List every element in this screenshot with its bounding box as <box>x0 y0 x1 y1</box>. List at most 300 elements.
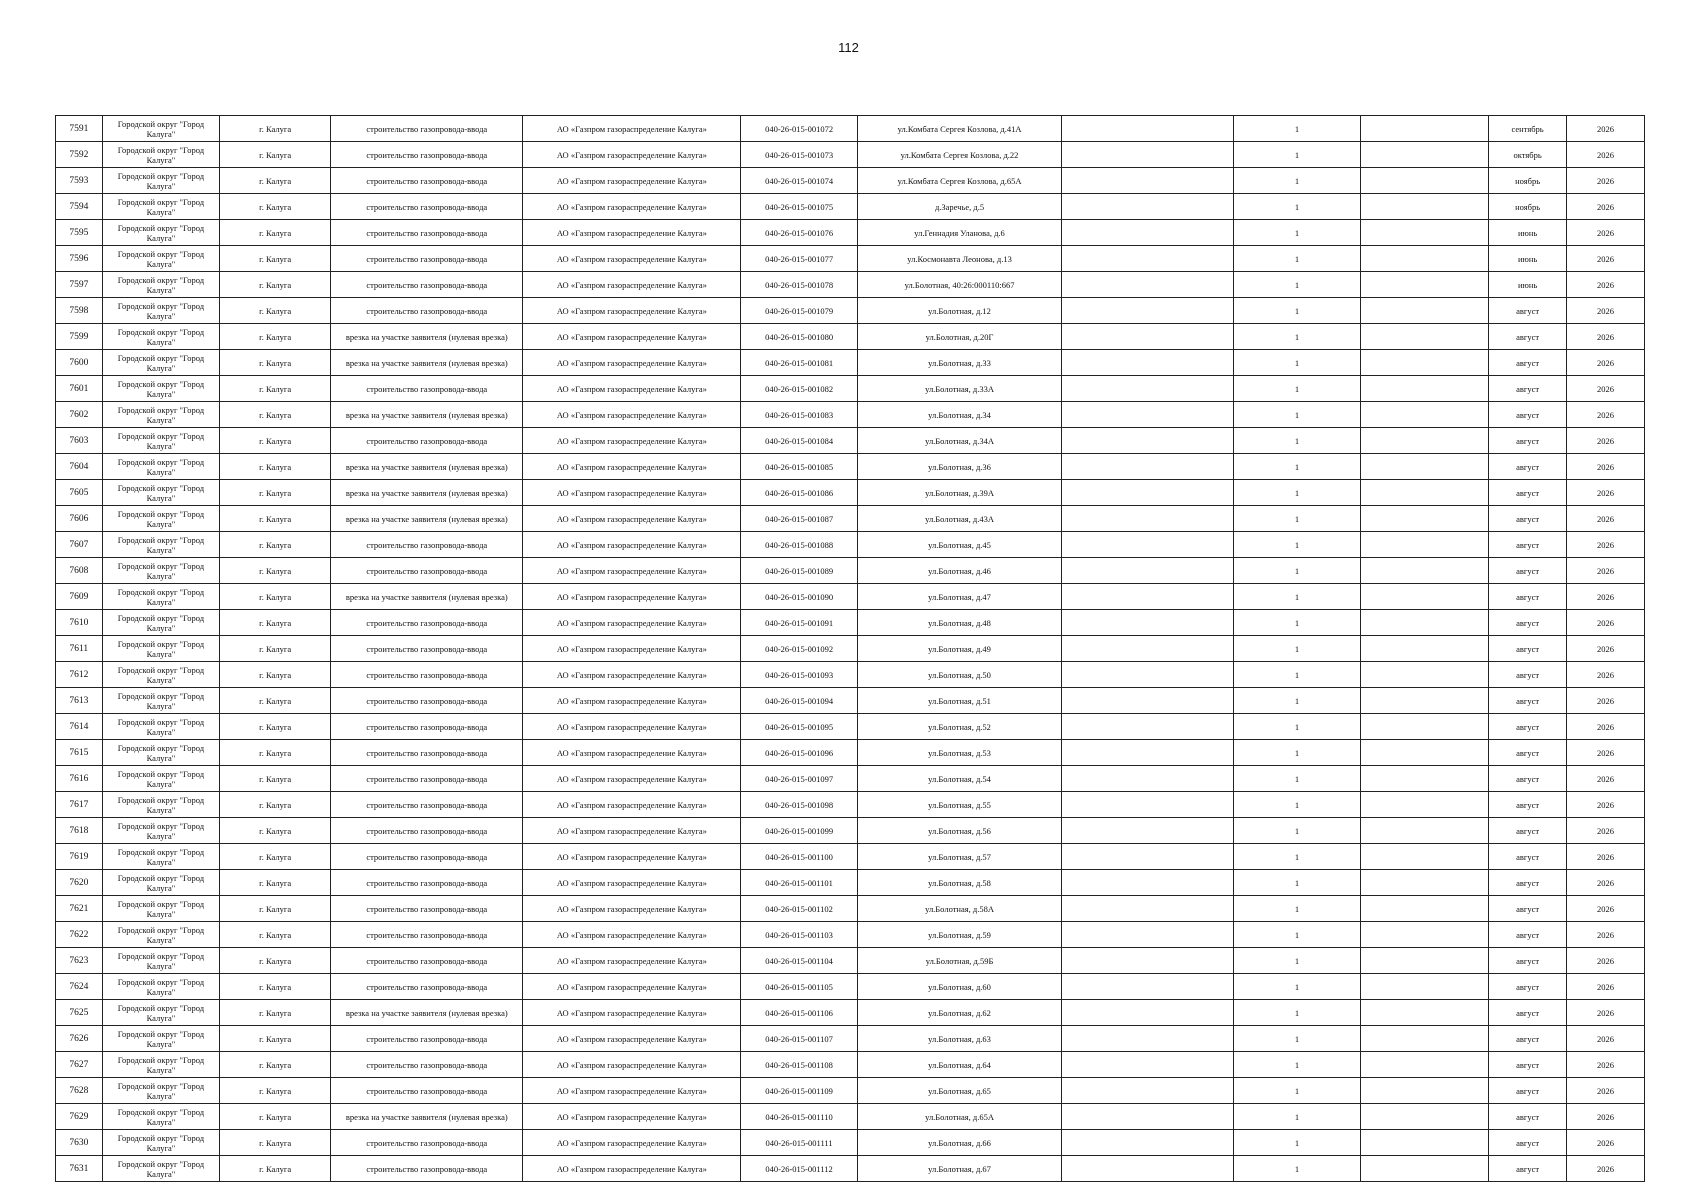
quantity-cell: 1 <box>1233 844 1361 870</box>
row-number-cell: 7605 <box>56 480 103 506</box>
year-cell: 2026 <box>1567 324 1645 350</box>
month-cell: август <box>1489 974 1567 1000</box>
year-cell: 2026 <box>1567 714 1645 740</box>
table-row <box>56 376 1645 402</box>
year-cell: 2026 <box>1567 402 1645 428</box>
code-cell: 040-26-015-001086 <box>741 480 857 506</box>
municipality-cell: Городской округ "Город Калуга" <box>102 1026 219 1052</box>
year-cell: 2026 <box>1567 792 1645 818</box>
quantity-cell: 1 <box>1233 610 1361 636</box>
city-cell: г. Калуга <box>220 324 331 350</box>
work-type-cell: врезка на участке заявителя (нулевая врезка) <box>331 324 523 350</box>
row-number-cell: 7620 <box>56 870 103 896</box>
city-cell: г. Калуга <box>220 558 331 584</box>
year-cell: 2026 <box>1567 532 1645 558</box>
month-cell: август <box>1489 506 1567 532</box>
month-cell: июнь <box>1489 220 1567 246</box>
table-row <box>56 1156 1645 1182</box>
year-cell: 2026 <box>1567 896 1645 922</box>
empty-cell <box>1361 168 1489 194</box>
organization-cell: АО «Газпром газораспределение Калуга» <box>523 844 741 870</box>
work-type-cell: строительство газопровода-ввода <box>331 272 523 298</box>
empty-cell <box>1062 428 1233 454</box>
municipality-cell: Городской округ "Город Калуга" <box>102 818 219 844</box>
quantity-cell: 1 <box>1233 376 1361 402</box>
empty-cell <box>1361 948 1489 974</box>
address-cell: ул.Болотная, д.54 <box>857 766 1062 792</box>
empty-cell <box>1361 1026 1489 1052</box>
row-number-cell: 7604 <box>56 454 103 480</box>
work-type-cell: строительство газопровода-ввода <box>331 142 523 168</box>
empty-cell <box>1361 844 1489 870</box>
month-cell: август <box>1489 1104 1567 1130</box>
row-number-cell: 7606 <box>56 506 103 532</box>
year-cell: 2026 <box>1567 350 1645 376</box>
city-cell: г. Калуга <box>220 948 331 974</box>
city-cell: г. Калуга <box>220 662 331 688</box>
work-type-cell: строительство газопровода-ввода <box>331 974 523 1000</box>
month-cell: август <box>1489 584 1567 610</box>
work-type-cell: строительство газопровода-ввода <box>331 844 523 870</box>
empty-cell <box>1062 480 1233 506</box>
empty-cell <box>1361 1078 1489 1104</box>
municipality-cell: Городской округ "Город Калуга" <box>102 1130 219 1156</box>
address-cell: ул.Геннадия Уланова, д.6 <box>857 220 1062 246</box>
month-cell: август <box>1489 298 1567 324</box>
row-number-cell: 7613 <box>56 688 103 714</box>
quantity-cell: 1 <box>1233 1026 1361 1052</box>
empty-cell <box>1361 974 1489 1000</box>
code-cell: 040-26-015-001112 <box>741 1156 857 1182</box>
quantity-cell: 1 <box>1233 1156 1361 1182</box>
city-cell: г. Калуга <box>220 116 331 142</box>
municipality-cell: Городской округ "Город Калуга" <box>102 350 219 376</box>
year-cell: 2026 <box>1567 740 1645 766</box>
table-row <box>56 1026 1645 1052</box>
code-cell: 040-26-015-001094 <box>741 688 857 714</box>
quantity-cell: 1 <box>1233 1052 1361 1078</box>
code-cell: 040-26-015-001075 <box>741 194 857 220</box>
empty-cell <box>1361 116 1489 142</box>
row-number-cell: 7622 <box>56 922 103 948</box>
quantity-cell: 1 <box>1233 1000 1361 1026</box>
quantity-cell: 1 <box>1233 1130 1361 1156</box>
empty-cell <box>1361 1000 1489 1026</box>
quantity-cell: 1 <box>1233 740 1361 766</box>
organization-cell: АО «Газпром газораспределение Калуга» <box>523 1156 741 1182</box>
table-row <box>56 870 1645 896</box>
address-cell: ул.Болотная, 40:26:000110:667 <box>857 272 1062 298</box>
organization-cell: АО «Газпром газораспределение Калуга» <box>523 766 741 792</box>
year-cell: 2026 <box>1567 636 1645 662</box>
empty-cell <box>1062 974 1233 1000</box>
row-number-cell: 7626 <box>56 1026 103 1052</box>
municipality-cell: Городской округ "Город Калуга" <box>102 558 219 584</box>
year-cell: 2026 <box>1567 948 1645 974</box>
empty-cell <box>1062 194 1233 220</box>
address-cell: ул.Болотная, д.65 <box>857 1078 1062 1104</box>
city-cell: г. Калуга <box>220 688 331 714</box>
quantity-cell: 1 <box>1233 896 1361 922</box>
work-type-cell: строительство газопровода-ввода <box>331 220 523 246</box>
empty-cell <box>1361 480 1489 506</box>
table-row <box>56 532 1645 558</box>
table-row <box>56 1078 1645 1104</box>
year-cell: 2026 <box>1567 1130 1645 1156</box>
city-cell: г. Калуга <box>220 1026 331 1052</box>
empty-cell <box>1062 1130 1233 1156</box>
quantity-cell: 1 <box>1233 506 1361 532</box>
work-type-cell: строительство газопровода-ввода <box>331 714 523 740</box>
address-cell: ул.Болотная, д.64 <box>857 1052 1062 1078</box>
address-cell: ул.Болотная, д.36 <box>857 454 1062 480</box>
work-type-cell: строительство газопровода-ввода <box>331 870 523 896</box>
municipality-cell: Городской округ "Город Калуга" <box>102 298 219 324</box>
row-number-cell: 7600 <box>56 350 103 376</box>
table-row <box>56 818 1645 844</box>
month-cell: август <box>1489 610 1567 636</box>
work-type-cell: строительство газопровода-ввода <box>331 662 523 688</box>
work-type-cell: врезка на участке заявителя (нулевая врезка) <box>331 480 523 506</box>
table-row <box>56 662 1645 688</box>
work-type-cell: врезка на участке заявителя (нулевая врезка) <box>331 350 523 376</box>
row-number-cell: 7602 <box>56 402 103 428</box>
organization-cell: АО «Газпром газораспределение Калуга» <box>523 1130 741 1156</box>
empty-cell <box>1062 506 1233 532</box>
row-number-cell: 7624 <box>56 974 103 1000</box>
row-number-cell: 7592 <box>56 142 103 168</box>
row-number-cell: 7615 <box>56 740 103 766</box>
code-cell: 040-26-015-001102 <box>741 896 857 922</box>
work-type-cell: строительство газопровода-ввода <box>331 766 523 792</box>
city-cell: г. Калуга <box>220 168 331 194</box>
year-cell: 2026 <box>1567 1026 1645 1052</box>
row-number-cell: 7598 <box>56 298 103 324</box>
row-number-cell: 7618 <box>56 818 103 844</box>
year-cell: 2026 <box>1567 376 1645 402</box>
work-type-cell: строительство газопровода-ввода <box>331 922 523 948</box>
table-row <box>56 584 1645 610</box>
month-cell: август <box>1489 740 1567 766</box>
empty-cell <box>1361 662 1489 688</box>
code-cell: 040-26-015-001097 <box>741 766 857 792</box>
empty-cell <box>1062 792 1233 818</box>
code-cell: 040-26-015-001106 <box>741 1000 857 1026</box>
quantity-cell: 1 <box>1233 1078 1361 1104</box>
row-number-cell: 7617 <box>56 792 103 818</box>
row-number-cell: 7630 <box>56 1130 103 1156</box>
organization-cell: АО «Газпром газораспределение Калуга» <box>523 558 741 584</box>
month-cell: октябрь <box>1489 142 1567 168</box>
address-cell: ул.Болотная, д.59 <box>857 922 1062 948</box>
empty-cell <box>1361 766 1489 792</box>
year-cell: 2026 <box>1567 558 1645 584</box>
month-cell: август <box>1489 454 1567 480</box>
code-cell: 040-26-015-001082 <box>741 376 857 402</box>
quantity-cell: 1 <box>1233 246 1361 272</box>
city-cell: г. Калуга <box>220 896 331 922</box>
row-number-cell: 7625 <box>56 1000 103 1026</box>
work-type-cell: строительство газопровода-ввода <box>331 428 523 454</box>
quantity-cell: 1 <box>1233 636 1361 662</box>
quantity-cell: 1 <box>1233 220 1361 246</box>
empty-cell <box>1361 272 1489 298</box>
month-cell: август <box>1489 870 1567 896</box>
month-cell: ноябрь <box>1489 168 1567 194</box>
year-cell: 2026 <box>1567 506 1645 532</box>
empty-cell <box>1361 688 1489 714</box>
row-number-cell: 7595 <box>56 220 103 246</box>
table-row <box>56 480 1645 506</box>
data-table <box>55 115 1645 1182</box>
empty-cell <box>1062 688 1233 714</box>
empty-cell <box>1062 1078 1233 1104</box>
address-cell: ул.Болотная, д.49 <box>857 636 1062 662</box>
organization-cell: АО «Газпром газораспределение Калуга» <box>523 532 741 558</box>
city-cell: г. Калуга <box>220 194 331 220</box>
quantity-cell: 1 <box>1233 402 1361 428</box>
empty-cell <box>1062 298 1233 324</box>
year-cell: 2026 <box>1567 194 1645 220</box>
table-row <box>56 948 1645 974</box>
organization-cell: АО «Газпром газораспределение Калуга» <box>523 168 741 194</box>
row-number-cell: 7597 <box>56 272 103 298</box>
work-type-cell: строительство газопровода-ввода <box>331 168 523 194</box>
empty-cell <box>1062 1052 1233 1078</box>
municipality-cell: Городской округ "Город Калуга" <box>102 480 219 506</box>
organization-cell: АО «Газпром газораспределение Калуга» <box>523 792 741 818</box>
organization-cell: АО «Газпром газораспределение Калуга» <box>523 974 741 1000</box>
empty-cell <box>1361 1052 1489 1078</box>
row-number-cell: 7610 <box>56 610 103 636</box>
quantity-cell: 1 <box>1233 688 1361 714</box>
quantity-cell: 1 <box>1233 272 1361 298</box>
code-cell: 040-26-015-001095 <box>741 714 857 740</box>
month-cell: август <box>1489 350 1567 376</box>
month-cell: июнь <box>1489 246 1567 272</box>
month-cell: август <box>1489 1156 1567 1182</box>
year-cell: 2026 <box>1567 1104 1645 1130</box>
address-cell: ул.Космонавта Леонова, д.13 <box>857 246 1062 272</box>
address-cell: ул.Болотная, д.12 <box>857 298 1062 324</box>
code-cell: 040-26-015-001079 <box>741 298 857 324</box>
table-row <box>56 1000 1645 1026</box>
month-cell: август <box>1489 688 1567 714</box>
work-type-cell: строительство газопровода-ввода <box>331 636 523 662</box>
code-cell: 040-26-015-001098 <box>741 792 857 818</box>
address-cell: ул.Болотная, д.65А <box>857 1104 1062 1130</box>
empty-cell <box>1361 246 1489 272</box>
table-row <box>56 1130 1645 1156</box>
row-number-cell: 7627 <box>56 1052 103 1078</box>
city-cell: г. Калуга <box>220 1104 331 1130</box>
year-cell: 2026 <box>1567 610 1645 636</box>
address-cell: ул.Болотная, д.34 <box>857 402 1062 428</box>
table-row <box>56 454 1645 480</box>
code-cell: 040-26-015-001074 <box>741 168 857 194</box>
year-cell: 2026 <box>1567 298 1645 324</box>
organization-cell: АО «Газпром газораспределение Калуга» <box>523 1078 741 1104</box>
organization-cell: АО «Газпром газораспределение Калуга» <box>523 428 741 454</box>
municipality-cell: Городской округ "Город Калуга" <box>102 974 219 1000</box>
city-cell: г. Калуга <box>220 506 331 532</box>
municipality-cell: Городской округ "Город Калуга" <box>102 584 219 610</box>
empty-cell <box>1062 662 1233 688</box>
month-cell: август <box>1489 714 1567 740</box>
table-row <box>56 116 1645 142</box>
address-cell: ул.Болотная, д.48 <box>857 610 1062 636</box>
city-cell: г. Калуга <box>220 532 331 558</box>
year-cell: 2026 <box>1567 246 1645 272</box>
empty-cell <box>1361 714 1489 740</box>
code-cell: 040-26-015-001085 <box>741 454 857 480</box>
organization-cell: АО «Газпром газораспределение Калуга» <box>523 896 741 922</box>
empty-cell <box>1062 766 1233 792</box>
address-cell: ул.Болотная, д.58А <box>857 896 1062 922</box>
organization-cell: АО «Газпром газораспределение Калуга» <box>523 480 741 506</box>
year-cell: 2026 <box>1567 116 1645 142</box>
city-cell: г. Калуга <box>220 350 331 376</box>
municipality-cell: Городской округ "Город Калуга" <box>102 1156 219 1182</box>
work-type-cell: строительство газопровода-ввода <box>331 896 523 922</box>
code-cell: 040-26-015-001091 <box>741 610 857 636</box>
month-cell: август <box>1489 1078 1567 1104</box>
city-cell: г. Калуга <box>220 610 331 636</box>
address-cell: ул.Болотная, д.47 <box>857 584 1062 610</box>
table-row <box>56 558 1645 584</box>
quantity-cell: 1 <box>1233 324 1361 350</box>
month-cell: август <box>1489 558 1567 584</box>
table-row <box>56 1052 1645 1078</box>
work-type-cell: строительство газопровода-ввода <box>331 740 523 766</box>
code-cell: 040-26-015-001101 <box>741 870 857 896</box>
table-row <box>56 1104 1645 1130</box>
city-cell: г. Калуга <box>220 870 331 896</box>
empty-cell <box>1062 1000 1233 1026</box>
code-cell: 040-26-015-001090 <box>741 584 857 610</box>
month-cell: август <box>1489 480 1567 506</box>
work-type-cell: врезка на участке заявителя (нулевая врезка) <box>331 454 523 480</box>
organization-cell: АО «Газпром газораспределение Калуга» <box>523 506 741 532</box>
quantity-cell: 1 <box>1233 766 1361 792</box>
row-number-cell: 7603 <box>56 428 103 454</box>
quantity-cell: 1 <box>1233 532 1361 558</box>
quantity-cell: 1 <box>1233 454 1361 480</box>
city-cell: г. Калуга <box>220 1130 331 1156</box>
empty-cell <box>1361 194 1489 220</box>
municipality-cell: Городской округ "Город Калуга" <box>102 220 219 246</box>
empty-cell <box>1361 402 1489 428</box>
month-cell: август <box>1489 636 1567 662</box>
city-cell: г. Калуга <box>220 428 331 454</box>
organization-cell: АО «Газпром газораспределение Калуга» <box>523 272 741 298</box>
code-cell: 040-26-015-001081 <box>741 350 857 376</box>
row-number-cell: 7591 <box>56 116 103 142</box>
month-cell: август <box>1489 922 1567 948</box>
quantity-cell: 1 <box>1233 792 1361 818</box>
code-cell: 040-26-015-001080 <box>741 324 857 350</box>
address-cell: ул.Болотная, д.52 <box>857 714 1062 740</box>
organization-cell: АО «Газпром газораспределение Калуга» <box>523 376 741 402</box>
empty-cell <box>1062 610 1233 636</box>
address-cell: ул.Болотная, д.58 <box>857 870 1062 896</box>
empty-cell <box>1062 376 1233 402</box>
organization-cell: АО «Газпром газораспределение Калуга» <box>523 454 741 480</box>
quantity-cell: 1 <box>1233 168 1361 194</box>
table-row <box>56 610 1645 636</box>
table-row <box>56 922 1645 948</box>
year-cell: 2026 <box>1567 480 1645 506</box>
table-row <box>56 974 1645 1000</box>
table-row <box>56 246 1645 272</box>
address-cell: ул.Болотная, д.39А <box>857 480 1062 506</box>
quantity-cell: 1 <box>1233 922 1361 948</box>
address-cell: ул.Болотная, д.67 <box>857 1156 1062 1182</box>
organization-cell: АО «Газпром газораспределение Калуга» <box>523 740 741 766</box>
row-number-cell: 7596 <box>56 246 103 272</box>
quantity-cell: 1 <box>1233 714 1361 740</box>
month-cell: август <box>1489 402 1567 428</box>
year-cell: 2026 <box>1567 1078 1645 1104</box>
table-row <box>56 194 1645 220</box>
organization-cell: АО «Газпром газораспределение Калуга» <box>523 1052 741 1078</box>
empty-cell <box>1361 636 1489 662</box>
organization-cell: АО «Газпром газораспределение Калуга» <box>523 298 741 324</box>
city-cell: г. Калуга <box>220 246 331 272</box>
municipality-cell: Городской округ "Город Калуга" <box>102 688 219 714</box>
month-cell: август <box>1489 818 1567 844</box>
municipality-cell: Городской округ "Город Калуга" <box>102 402 219 428</box>
table-row <box>56 714 1645 740</box>
empty-cell <box>1062 454 1233 480</box>
municipality-cell: Городской округ "Город Калуга" <box>102 896 219 922</box>
quantity-cell: 1 <box>1233 480 1361 506</box>
city-cell: г. Калуга <box>220 1052 331 1078</box>
quantity-cell: 1 <box>1233 870 1361 896</box>
year-cell: 2026 <box>1567 168 1645 194</box>
address-cell: ул.Болотная, д.20Г <box>857 324 1062 350</box>
empty-cell <box>1062 116 1233 142</box>
organization-cell: АО «Газпром газораспределение Калуга» <box>523 714 741 740</box>
month-cell: август <box>1489 1130 1567 1156</box>
year-cell: 2026 <box>1567 844 1645 870</box>
work-type-cell: врезка на участке заявителя (нулевая врезка) <box>331 506 523 532</box>
month-cell: август <box>1489 948 1567 974</box>
empty-cell <box>1062 922 1233 948</box>
city-cell: г. Калуга <box>220 142 331 168</box>
municipality-cell: Городской округ "Город Калуга" <box>102 662 219 688</box>
city-cell: г. Калуга <box>220 818 331 844</box>
empty-cell <box>1062 246 1233 272</box>
work-type-cell: врезка на участке заявителя (нулевая врезка) <box>331 1104 523 1130</box>
municipality-cell: Городской округ "Город Калуга" <box>102 532 219 558</box>
table-row <box>56 168 1645 194</box>
quantity-cell: 1 <box>1233 350 1361 376</box>
city-cell: г. Калуга <box>220 636 331 662</box>
table-row <box>56 844 1645 870</box>
code-cell: 040-26-015-001110 <box>741 1104 857 1130</box>
empty-cell <box>1361 376 1489 402</box>
code-cell: 040-26-015-001109 <box>741 1078 857 1104</box>
row-number-cell: 7629 <box>56 1104 103 1130</box>
municipality-cell: Городской округ "Город Калуга" <box>102 922 219 948</box>
municipality-cell: Городской округ "Город Калуга" <box>102 142 219 168</box>
city-cell: г. Калуга <box>220 584 331 610</box>
table-row <box>56 766 1645 792</box>
code-cell: 040-26-015-001088 <box>741 532 857 558</box>
empty-cell <box>1062 818 1233 844</box>
work-type-cell: строительство газопровода-ввода <box>331 1130 523 1156</box>
